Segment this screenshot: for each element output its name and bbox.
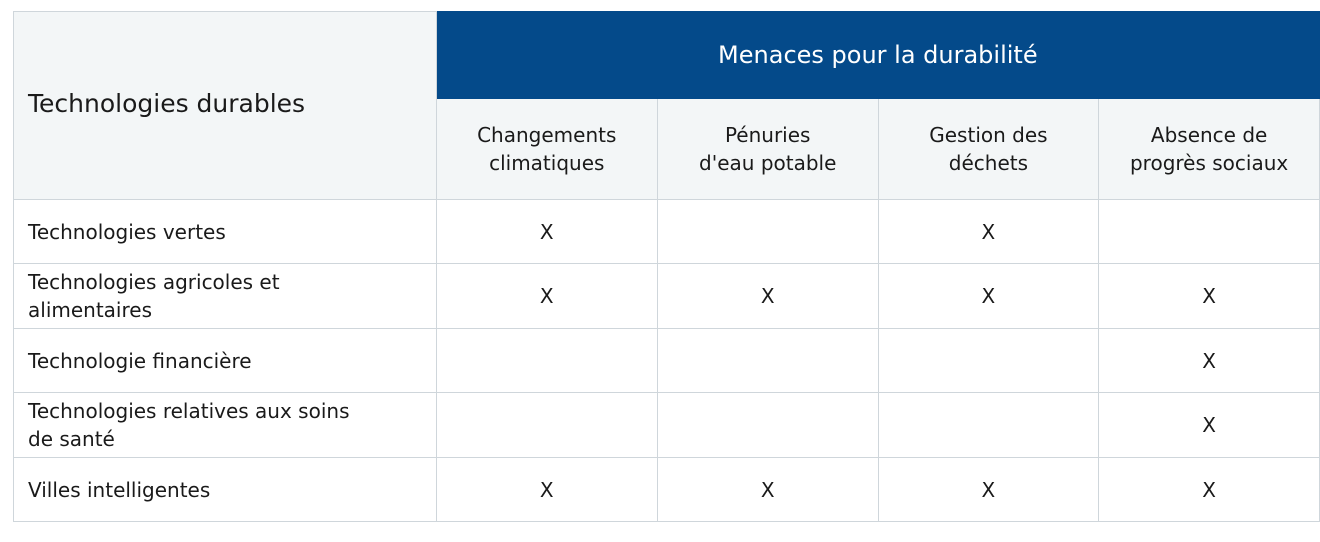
group-header: Menaces pour la durabilité (436, 12, 1319, 99)
column-header: Changements climatiques (436, 99, 657, 200)
corner-header: Technologies durables (14, 12, 437, 200)
table-row (14, 458, 1320, 522)
table-cell: X (1099, 393, 1320, 458)
table-row (14, 264, 1320, 329)
table-cell: X (436, 264, 657, 329)
table-cell: X (436, 200, 657, 264)
column-header: Pénuries d'eau potable (657, 99, 878, 200)
table-cell: X (657, 458, 878, 522)
table-cell (657, 200, 878, 264)
table-cell (436, 329, 657, 393)
row-label: Villes intelligentes (14, 458, 437, 522)
table-cell: X (878, 200, 1099, 264)
table-cell (657, 329, 878, 393)
table-cell: X (878, 458, 1099, 522)
sustainability-threats-table (13, 11, 1320, 522)
table-cell: X (1099, 329, 1320, 393)
table-row (14, 200, 1320, 264)
table-cell (1099, 200, 1320, 264)
header-row-top (14, 12, 1320, 99)
table-cell (878, 329, 1099, 393)
column-header: Gestion des déchets (878, 99, 1099, 200)
column-header: Absence de progrès sociaux (1099, 99, 1320, 200)
table-cell: X (1099, 264, 1320, 329)
table-cell: X (436, 458, 657, 522)
row-label: Technologie financière (14, 329, 437, 393)
table-row (14, 329, 1320, 393)
table-cell (657, 393, 878, 458)
row-label: Technologies vertes (14, 200, 437, 264)
row-label: Technologies relatives aux soins de santé (14, 393, 437, 458)
table-cell: X (657, 264, 878, 329)
row-label: Technologies agricoles et alimentaires (14, 264, 437, 329)
table-cell: X (878, 264, 1099, 329)
table-cell: X (1099, 458, 1320, 522)
table-cell (878, 393, 1099, 458)
table-cell (436, 393, 657, 458)
table-row (14, 393, 1320, 458)
sustainability-table-wrapper (13, 11, 1320, 522)
